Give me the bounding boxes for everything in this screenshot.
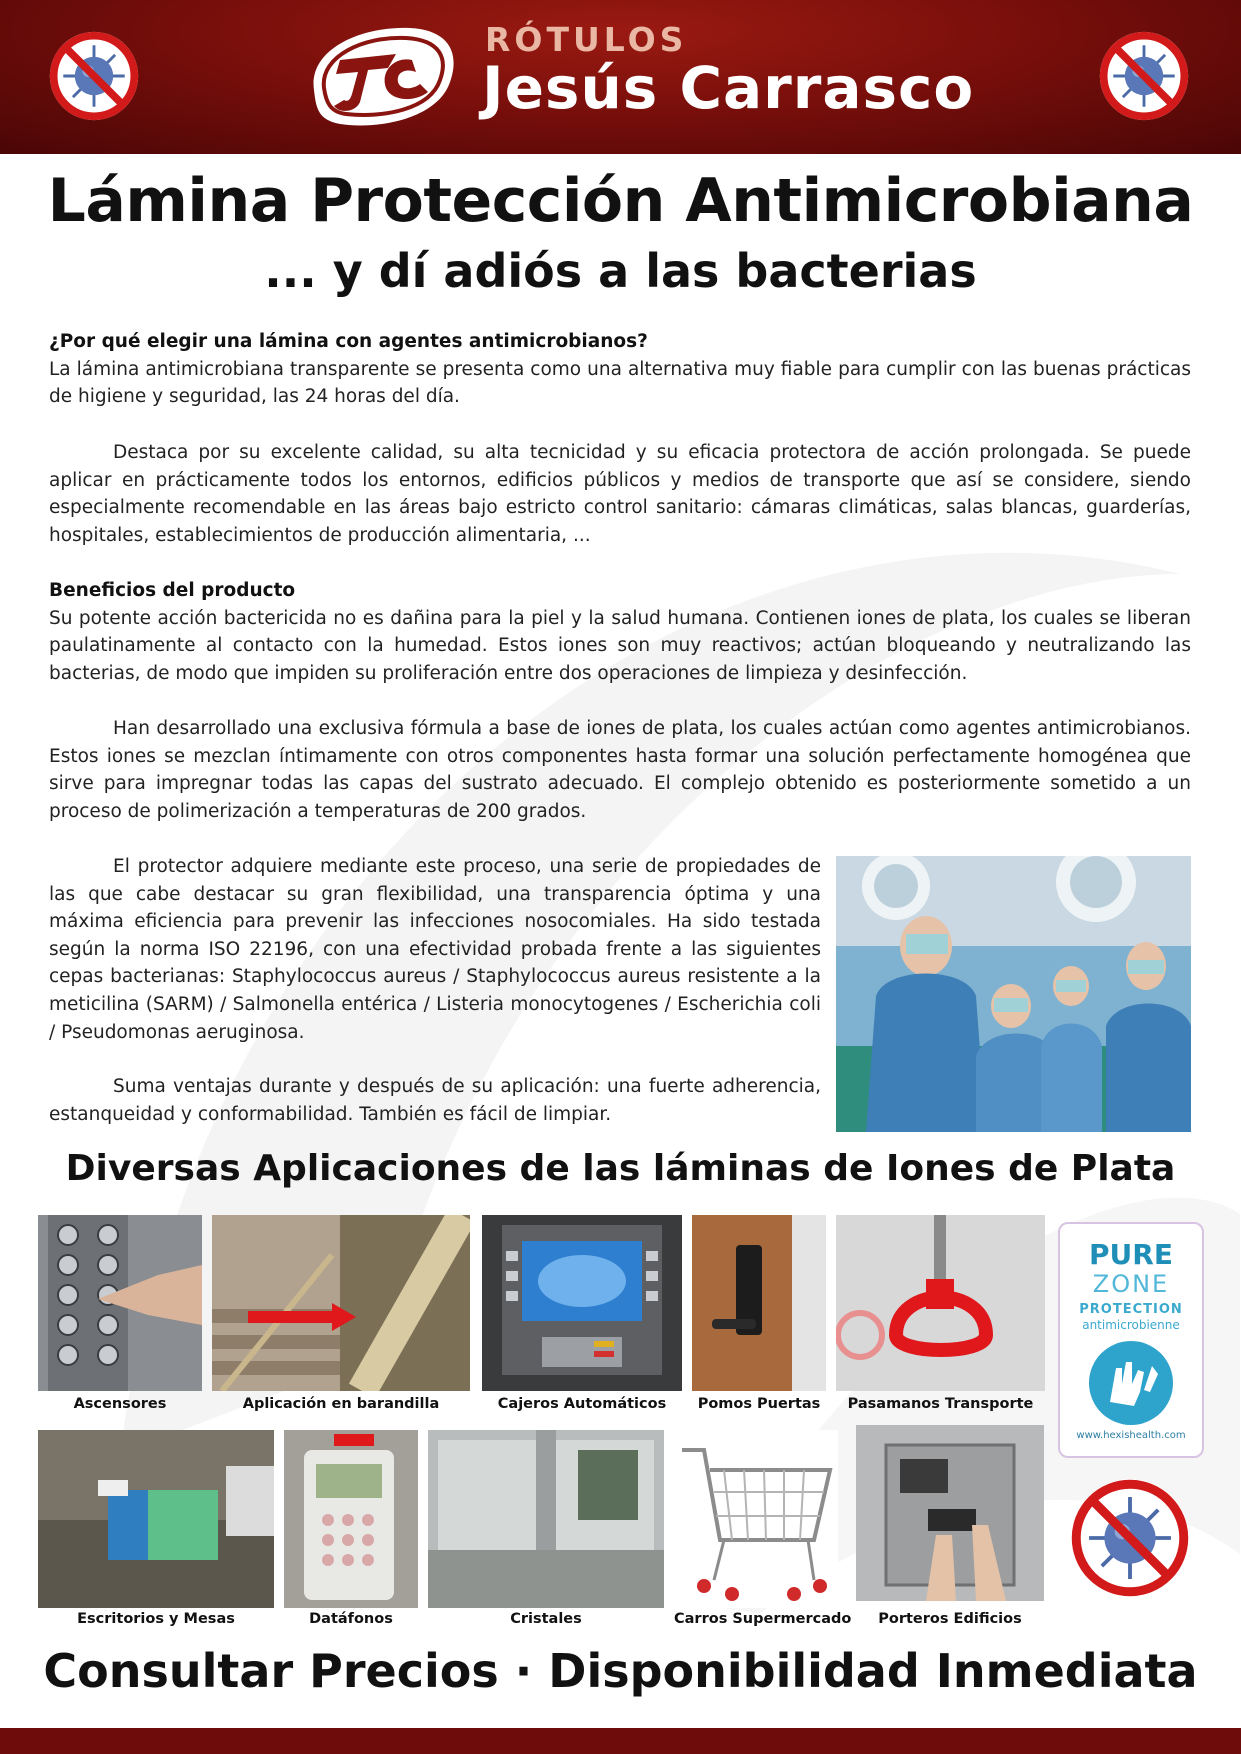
badge-line-4: antimicrobienne — [1082, 1318, 1180, 1332]
benefits-paragraph-3-block — [49, 853, 821, 1046]
handrail-photo — [212, 1215, 470, 1391]
applications-title: Diversas Aplicaciones de las láminas de Iones de Plata — [65, 1148, 1176, 1189]
why-paragraph-2-block — [49, 439, 1191, 549]
atm-photo — [482, 1215, 682, 1391]
caption-cajeros: Cajeros Automáticos — [497, 1396, 667, 1412]
pos-terminal-photo — [284, 1430, 418, 1608]
footer-bar — [0, 1728, 1241, 1754]
benefits-section — [49, 577, 1191, 687]
caption-pomos: Pomos Puertas — [697, 1396, 821, 1412]
why-paragraph-2: Destaca por su excelente calidad, su alta tecnicidad y su eficacia protectora de acción prolongada. Se puede aplicar en prácticamente todos los entornos, edificios públicos y medios de transporte que así se considere, siendo especialmente recomendable en las áreas bajo estricto control sanitario: cámaras climáticas, salas blancas, guarderías, hospitales, establecimientos de producción alimentaria, ... — [49, 442, 1191, 546]
benefits-paragraph-1: Su potente acción bactericida no es dañina para la piel y la salud humana. Contienen iones de plata, los cuales se liberan paulatinamente al contacto con la humedad. Estos iones son muy reactivos; actúan bloqueando y neutralizando las bacterias, de modo que impiden su proliferación entre dos operaciones de limpieza y desinfección. — [49, 607, 1191, 684]
transport-handle-photo — [836, 1215, 1045, 1391]
no-virus-icon — [46, 28, 142, 124]
caption-cristales: Cristales — [510, 1611, 582, 1627]
door-handle-photo — [692, 1215, 826, 1391]
page-title: Lámina Protección Antimicrobiana — [47, 166, 1194, 236]
badge-line-1: PURE — [1089, 1238, 1173, 1271]
badge-url: www.hexishealth.com — [1076, 1430, 1186, 1441]
why-paragraph-1: La lámina antimicrobiana transparente se presenta como una alternativa muy fiable para cumplir con las buenas prácticas de higiene y seguridad, las 24 horas del día. — [49, 358, 1191, 408]
benefits-paragraph-2-block — [49, 715, 1191, 825]
why-heading: ¿Por qué elegir una lámina con agentes antimicrobianos? — [49, 331, 648, 352]
caption-pasamanos: Pasamanos Transporte — [847, 1396, 1034, 1412]
caption-datafonos: Datáfonos — [309, 1611, 393, 1627]
page-subtitle: ... y dí adiós a las bacterias — [264, 244, 977, 298]
caption-ascensores: Ascensores — [73, 1396, 167, 1412]
caption-carros: Carros Supermercado — [674, 1611, 852, 1627]
hands-icon — [1086, 1340, 1176, 1426]
badge-line-3: PROTECTION — [1079, 1302, 1183, 1317]
no-virus-icon — [1096, 28, 1192, 124]
brand-small-text: RÓTULOS — [485, 20, 688, 59]
badge-line-2: ZONE — [1092, 1270, 1170, 1298]
benefits-paragraph-4: Suma ventajas durante y después de su aplicación: una fuerte adherencia, estanqueidad y conformabilidad. También es fácil de limpiar. — [49, 1076, 821, 1125]
brand-name: Jesús Carrasco — [482, 54, 975, 122]
benefits-paragraph-4-block — [49, 1073, 821, 1128]
why-section — [49, 328, 1191, 411]
footer-call-to-action: Consultar Precios · Disponibilidad Inmediata — [43, 1644, 1198, 1698]
caption-escritorios: Escritorios y Mesas — [77, 1611, 235, 1627]
pure-zone-badge — [1058, 1222, 1204, 1458]
desk-photo — [38, 1430, 274, 1608]
surgery-photo — [836, 856, 1191, 1132]
shopping-cart-photo — [674, 1430, 838, 1608]
elevator-photo — [38, 1215, 202, 1391]
jc-logo-icon — [300, 20, 462, 132]
header-banner — [0, 0, 1241, 154]
no-virus-icon — [1066, 1474, 1194, 1602]
benefits-paragraph-3: El protector adquiere mediante este proceso, una serie de propiedades de las que cabe destacar su gran flexibilidad, una transparencia óptima y una máxima eficiencia para prevenir las infecciones nosocomiales. Ha sido testada según la norma ISO 22196, con una efectividad probada frente a las siguientes cepas bacterianas: Staphylococcus aureus / Staphylococcus aureus resistente a la meticilina (SARM) / Salmonella entérica / Listeria monocytogenes / Escherichia coli / Pseudomonas aeruginosa. — [49, 856, 821, 1043]
caption-barandilla: Aplicación en barandilla — [242, 1396, 440, 1412]
glass-doors-photo — [428, 1430, 664, 1608]
benefits-paragraph-2: Han desarrollado una exclusiva fórmula a base de iones de plata, los cuales actúan como agentes antimicrobianos. Estos iones se mezclan íntimamente con otros componentes hasta formar una solución perfectamente homogénea que sirve para impregnar todas las capas del sustrato adecuado. El complejo obtenido es posteriormente sometido a un proceso de polimerización a temperaturas de 200 grados. — [49, 718, 1191, 822]
caption-porteros: Porteros Edificios — [878, 1611, 1022, 1627]
benefits-heading: Beneficios del producto — [49, 580, 296, 601]
intercom-photo — [856, 1425, 1044, 1601]
